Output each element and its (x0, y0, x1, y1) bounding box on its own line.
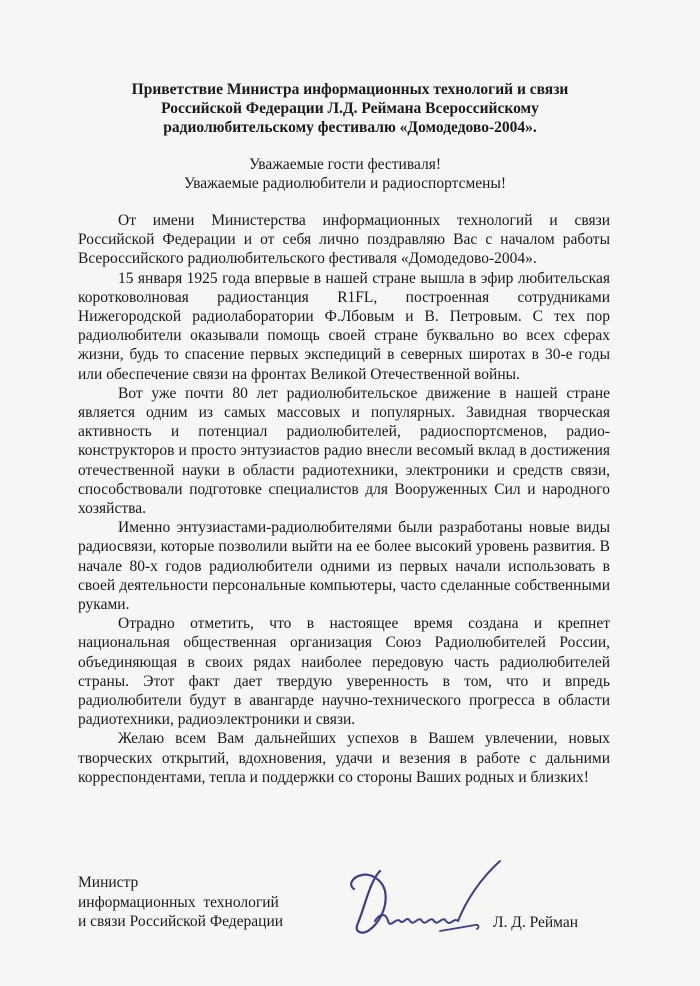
greeting-line: Уважаемые радиолюбители и радиоспортсмены! (183, 175, 507, 192)
signatory-name: Л. Д. Рейман (493, 914, 579, 931)
letter-body (78, 211, 610, 787)
position-line: и связи Российской Федерации (78, 913, 284, 930)
greeting-line: Уважаемые гости фестиваля! (248, 156, 441, 173)
greeting (80, 155, 610, 193)
title-line: радиолюбительскому фестивалю «Домодедово-2004». (163, 119, 537, 136)
position-line: информационных технологий (78, 893, 279, 911)
paragraph: Желаю всем Вам дальнейших успехов в Вашем увлечении, новых творческих открытий, вдохновения, удачи и везения в работе с дальними корреспондентами, тепла и поддержки со стороны Ваших родных и близких! (78, 730, 610, 786)
signatory-position (78, 873, 283, 932)
title-line: Российской Федерации Л.Д. Реймана Всероссийскому (161, 100, 539, 117)
signature-block (78, 873, 618, 953)
paragraph: 15 января 1925 года впервые в нашей стране вышла в эфир любительская коротковолновая радиостанция R1FL, построенная сотрудниками Нижегородской радиолаборатории Ф.Лбовым и В. Петровым. С тех пор радиолюбители оказывали помощь своей стране буквально во всех сферах жизни, будь то спасение первых экспедиций в северных широтах в 30-е годы или обеспечение связи на фронтах Великой Отечественной войны. (78, 269, 610, 383)
handwritten-signature (340, 851, 510, 951)
title-line: Приветствие Министра информационных технологий и связи (131, 81, 569, 98)
paragraph: Отрадно отметить, что в настоящее время создана и крепнет национальная общественная организация Союз Радиолюбителей России, объединяющая в своих рядах наиболее передовую часть радиолюбителей страны. Этот факт дает твердую уверенность в том, что и впредь радиолюбители будут в авангарде научно-технического прогресса в области радиотехники, радиоэлектроники и связи. (78, 615, 610, 729)
position-line: Министр (78, 874, 139, 891)
paragraph: Именно энтузиастами-радиолюбителями были разработаны новые виды радиосвязи, которые позволили выйти на ее более высокий уровень развития. В начале 80-х годов радиолюбители одними из первых начали использовать в своей деятельности персональные компьютеры, часто сделанные собственными руками. (78, 519, 610, 614)
document-title (110, 80, 590, 137)
paragraph: От имени Министерства информационных технологий и связи Российской Федерации и от себя лично поздравляю Вас с началом работы Всероссийского радиолюбительского фестиваля «Домодедово-2004». (78, 212, 610, 268)
paragraph: Вот уже почти 80 лет радиолюбительское движение в нашей стране является одним из самых массовых и популярных. Завидная творческая активность и потенциал радиолюбителей, радиоспортсменов, радио-конструкторов и просто энтузиастов радио внесли весомый вклад в достижения отечественной науки в области радиотехники, электроники и средств связи, способствовали подготовке специалистов для Вооруженных Сил и народного хозяйства. (78, 384, 610, 518)
